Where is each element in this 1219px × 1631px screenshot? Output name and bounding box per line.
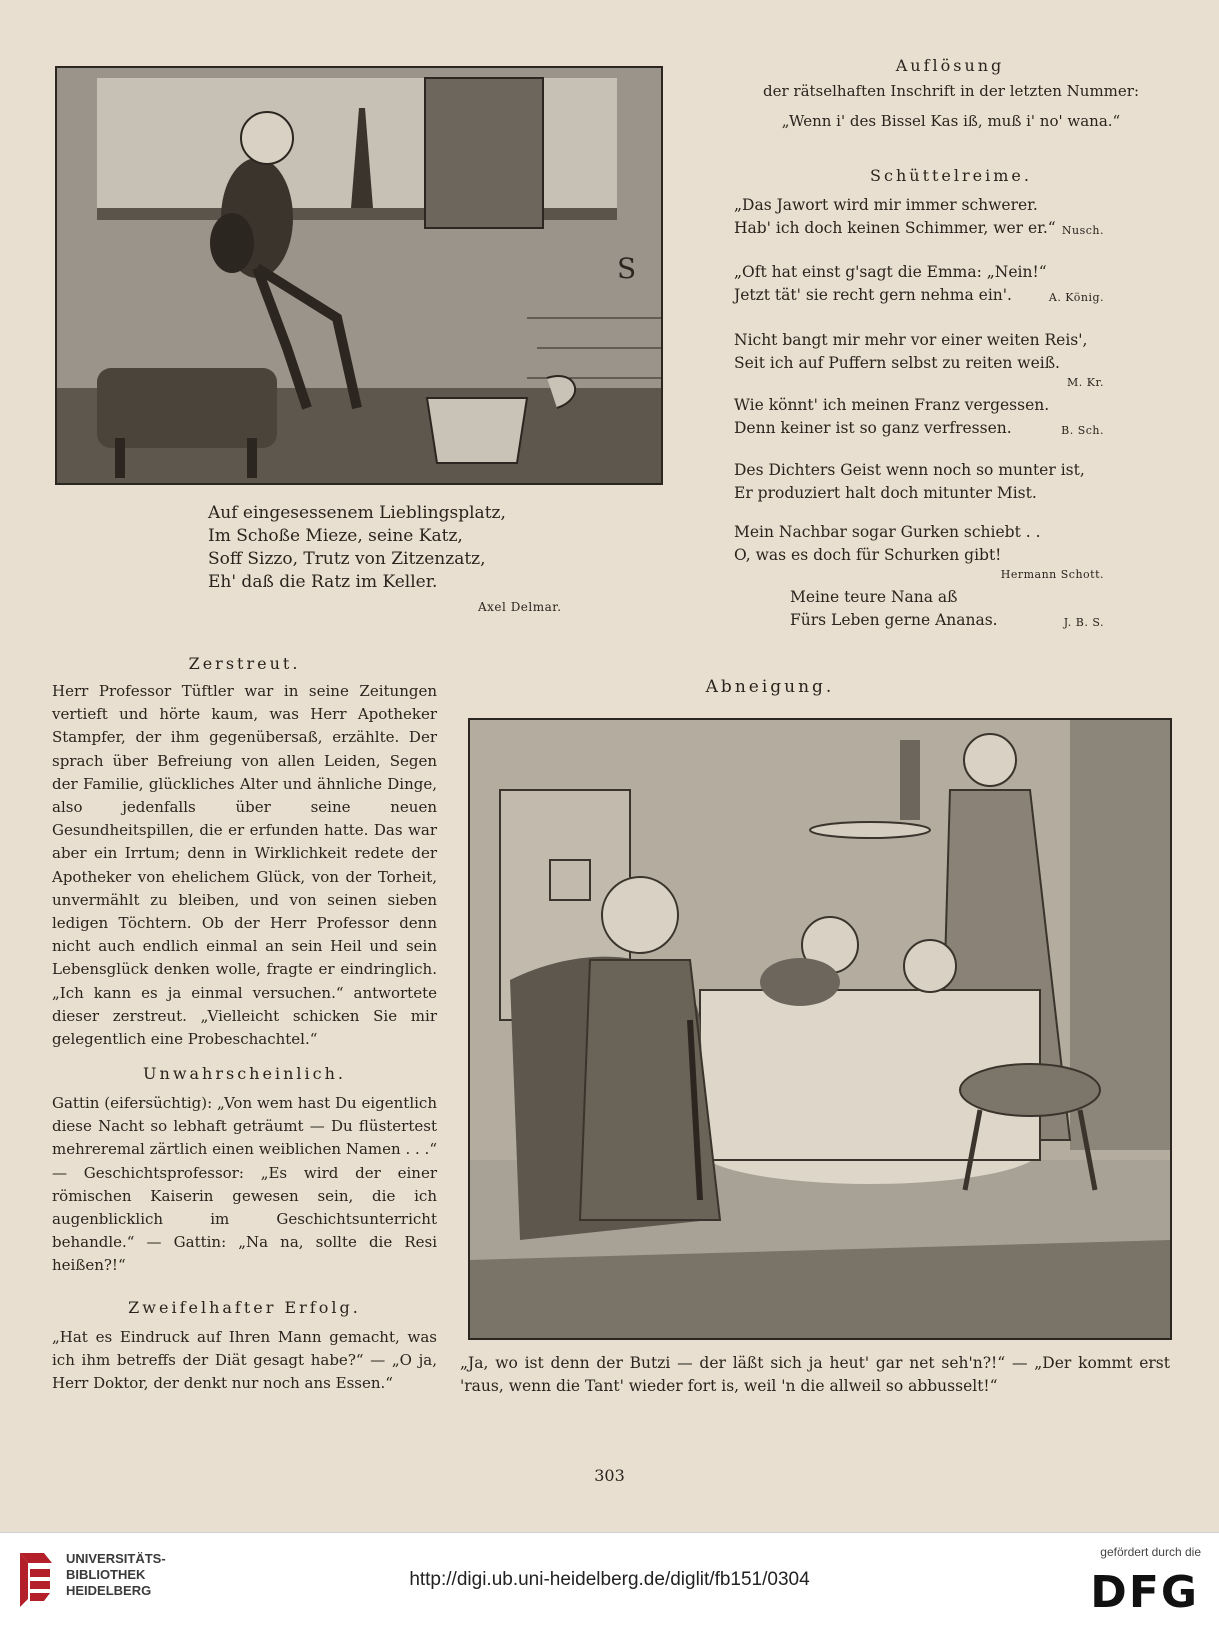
footer-bar: [0, 1532, 1219, 1631]
reim-line: Jetzt tät' sie recht gern nehma ein'.: [734, 286, 1012, 304]
reim-line: Fürs Leben gerne Ananas.: [790, 611, 998, 629]
schuettelreim-1: [734, 194, 1104, 240]
reim-line: O, was es doch für Schurken gibt!: [734, 546, 1002, 564]
reim-line: „Das Jawort wird mir immer schwerer.: [734, 196, 1038, 214]
reim-author: Hermann Schott.: [1000, 568, 1104, 581]
unwahrscheinlich-title: Unwahrscheinlich.: [143, 1064, 346, 1083]
illustration-sizzo-with-cat: [55, 66, 663, 485]
reim-line: Seit ich auf Puffern selbst zu reiten weiß.: [734, 354, 1060, 372]
reim-line: „Oft hat einst g'sagt die Emma: „Nein!“: [734, 263, 1047, 281]
poem-line: Auf eingesessenem Lieblingsplatz,: [208, 503, 506, 523]
reim-author: B. Sch.: [1061, 424, 1104, 437]
zweifelhafter-erfolg-title: Zweifelhafter Erfolg.: [128, 1298, 361, 1317]
reim-line: Meine teure Nana aß: [790, 588, 958, 606]
reim-line: Er produziert halt doch mitunter Mist.: [734, 484, 1037, 502]
reim-line: Wie könnt' ich meinen Franz vergessen.: [734, 396, 1050, 414]
schuettelreim-5: [734, 459, 1104, 505]
reim-author: M. Kr.: [1066, 376, 1104, 389]
university-name-line: HEIDELBERG: [66, 1583, 152, 1598]
page-number: 303: [594, 1466, 625, 1485]
dfg-logo[interactable]: DFG: [1090, 1567, 1199, 1618]
schuettelreim-2: [734, 261, 1104, 307]
poem-line: Im Schoße Mieze, seine Katz,: [208, 526, 463, 546]
aufloesung-title: Auflösung: [895, 56, 1005, 75]
abneigung-caption: „Ja, wo ist denn der Butzi — der läßt sich ja heut' gar net seh'n?!“ — „Der kommt erst 'raus, wenn die Tant' wieder fort is, weil 'n die allweil so abbusselt!“: [460, 1354, 1170, 1395]
schuettelreim-7: [790, 586, 1104, 632]
sponsor-label: gefördert durch die: [1100, 1545, 1201, 1559]
unwahrscheinlich-text: Gattin (eifersüchtig): „Von wem hast Du eigentlich diese Nacht so lebhaft geträumt — Du flüstertest mehreremal zärtlich einen weiblichen Namen . . .“ — Geschichtsprofessor: „Es wird der einer römischen Kaiserin gewesen sein, die ich augenblicklich im Geschichtsunterricht behandle.“ — Gattin: „Na na, sollte die Resi heißen?!“: [52, 1094, 437, 1275]
poem-author: Axel Delmar.: [478, 600, 562, 614]
abneigung-title: Abneigung.: [705, 677, 835, 697]
university-name-line: UNIVERSITÄTS-: [66, 1551, 166, 1566]
reim-author: J. B. S.: [1063, 616, 1104, 629]
schuettelreime-title: Schüttelreime.: [870, 166, 1032, 185]
reim-line: Hab' ich doch keinen Schimmer, wer er.“: [734, 219, 1056, 237]
schuettelreim-6: [734, 521, 1104, 581]
reim-line: Des Dichters Geist wenn noch so munter ist,: [734, 461, 1085, 479]
page-url-link[interactable]: http://digi.ub.uni-heidelberg.de/diglit/fb151/0304: [409, 1569, 810, 1590]
reim-line: Mein Nachbar sogar Gurken schiebt . .: [734, 523, 1041, 541]
aufloesung-subtitle: der rätselhaften Inschrift in der letzten Nummer:: [763, 82, 1139, 100]
zweifelhafter-erfolg-text: „Hat es Eindruck auf Ihren Mann gemacht, was ich ihm betreffs der Diät gesagt habe?“ — „O ja, Herr Doktor, der denkt nur noch ans Essen.“: [52, 1328, 437, 1393]
zerstreut-title: Zerstreut.: [188, 654, 301, 673]
poem-line: Soff Sizzo, Trutz von Zitzenzatz,: [208, 549, 486, 569]
schuettelreim-4: [734, 394, 1104, 440]
top-poem: [208, 502, 588, 594]
zerstreut-text: Herr Professor Tüftler war in seine Zeitungen vertieft und hörte kaum, was Herr Apotheker Stampfer, der ihm gegenübersaß, erzählte. Der sprach über Befreiung von allen Leiden, Segen der Familie, glückliches Alter und ähnliche Dinge, also jedenfalls über seine neuen Gesundheitspillen, die er erfunden hatte. Das war aber ein Irrtum; denn in Wirklichkeit redete der Apotheker von ehelichem Glück, von der Torheit, unvermählt zu bleiben, und von seinen sieben ledigen Töchtern. Ob der Herr Professor denn nicht auch endlich einmal an sein Heil und sein Lebensglück denken wolle, fragte er eindringlich. „Ich kann es ja einmal versuchen.“ antwortete dieser zerstreut. „Vielleicht schicken Sie mir gelegentlich eine Probeschachtel.“: [52, 682, 437, 1049]
reim-author: Nusch.: [1061, 224, 1104, 237]
poem-line: Eh' daß die Ratz im Keller.: [208, 572, 438, 592]
illustration-abneigung: [468, 718, 1172, 1340]
schuettelreim-3: [734, 329, 1104, 389]
aufloesung-quote: „Wenn i' des Bissel Kas iß, muß i' no' wana.“: [781, 112, 1121, 130]
university-name-line: BIBLIOTHEK: [66, 1567, 146, 1582]
svg-text:S: S: [617, 252, 637, 285]
reim-line: Denn keiner ist so ganz verfressen.: [734, 419, 1012, 437]
reim-line: Nicht bangt mir mehr vor einer weiten Reis',: [734, 331, 1088, 349]
reim-author: A. König.: [1048, 291, 1104, 304]
